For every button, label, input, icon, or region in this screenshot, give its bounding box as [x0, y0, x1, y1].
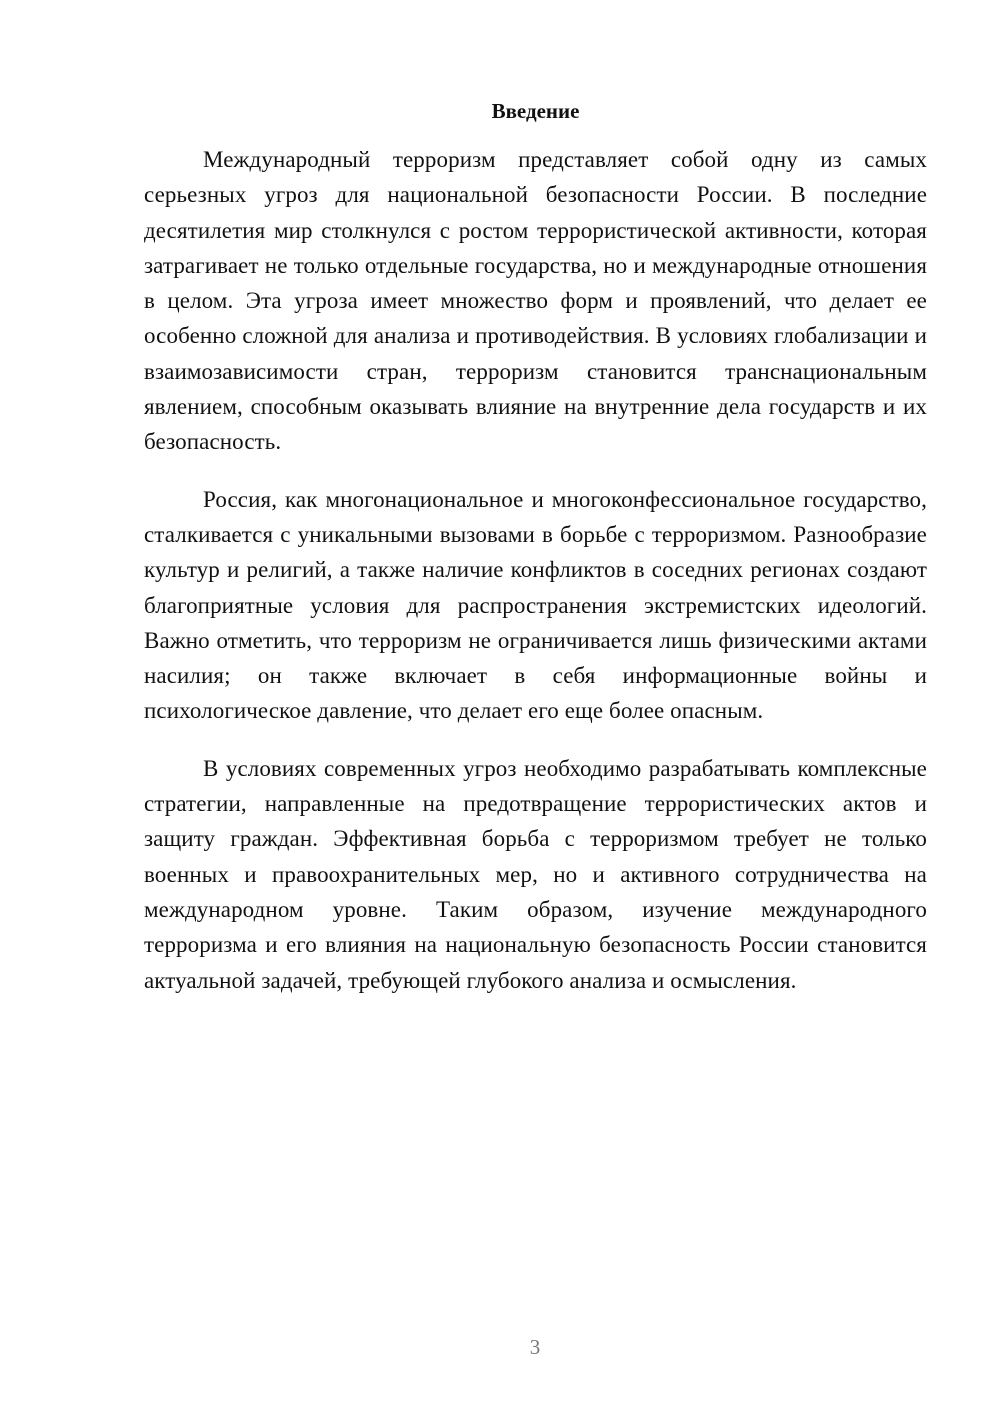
- page-number: 3: [529, 1335, 541, 1359]
- paragraph-3: В условиях современных угроз необходимо разрабатывать комплексные стратегии, направленные на предотвращение террористических актов и защиту граждан. Эффективная борьба с терроризмом требует не только военных и правоохранительных мер, но и активного сотрудничества на международном уровне. Таким образом, изучение международного терроризма и его влияния на национальную безопасность России становится актуальной задачей, требующей глубокого анализа и осмысления.: [144, 755, 927, 993]
- body-text: [144, 142, 927, 1020]
- paragraph-2: Россия, как многонациональное и многоконфессиональное государство, сталкивается с уникальными вызовами в борьбе с терроризмом. Разнообразие культур и религий, а также наличие конфликтов в соседних регионах создают благоприятные условия для распространения экстремистских идеологий. Важно отметить, что терроризм не ограничивается лишь физическими актами насилия; он также включает в себя информационные войны и психологическое давление, что делает его еще более опасным.: [144, 486, 927, 724]
- page-title: Введение: [491, 99, 580, 123]
- paragraph-1: Международный терроризм представляет собой одну из самых серьезных угроз для национальной безопасности России. В последние десятилетия мир столкнулся с ростом террористической активности, которая затрагивает не только отдельные государства, но и международные отношения в целом. Эта угроза имеет множество форм и проявлений, что делает ее особенно сложной для анализа и противодействия. В условиях глобализации и взаимозависимости стран, терроризм становится транснациональным явлением, способным оказывать влияние на внутренние дела государств и их безопасность.: [144, 147, 927, 455]
